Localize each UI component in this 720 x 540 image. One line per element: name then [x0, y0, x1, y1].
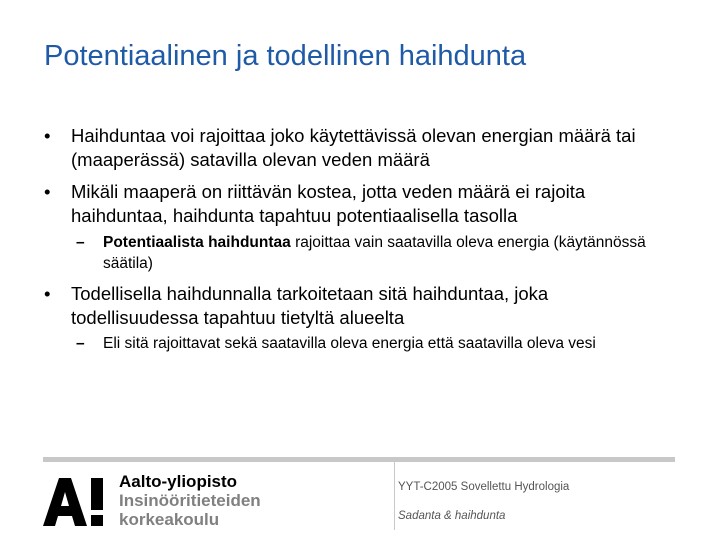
- aalto-logo-icon: [43, 478, 105, 526]
- bullet-text: Todellisella haihdunnalla tarkoitetaan sitä haihduntaa, joka todellisuudessa tapahtuu tietyltä alueelta: [71, 283, 549, 328]
- logo-wordmark: [119, 472, 261, 529]
- footer-tick: [394, 462, 395, 530]
- logo-line-school: Insinööritieteiden: [119, 491, 261, 510]
- bullet-item: [44, 124, 671, 172]
- sub-bullet-item: [76, 333, 663, 354]
- bullet-marker: •: [44, 283, 51, 304]
- dash-marker: –: [76, 234, 85, 251]
- bullet-marker: •: [44, 125, 51, 146]
- sub-bullet-text: rajoittaa vain saatavilla oleva energia (käytännössä säätila): [103, 234, 646, 272]
- slide-title: Potentiaalinen ja todellinen haihdunta: [44, 40, 527, 72]
- bullet-text: Mikäli maaperä on riittävän kostea, jotta veden määrä ei rajoita haihduntaa, haihdunta tapahtuu potentiaalisella tasolla: [71, 181, 586, 226]
- bullet-text: Haihduntaa voi rajoittaa joko käytettävissä olevan energian määrä tai (maaperässä) satavilla olevan veden määrä: [71, 125, 636, 170]
- bullet-item: [44, 180, 671, 228]
- bullet-item: [44, 282, 671, 330]
- sub-bullet-bold-text: Potentiaalista haihduntaa: [103, 234, 291, 251]
- dash-marker: –: [76, 335, 85, 352]
- sub-bullet-item: [76, 232, 663, 274]
- logo-line-school-2: korkeakoulu: [119, 510, 220, 529]
- sub-bullet-text: Eli sitä rajoittavat sekä saatavilla oleva energia että saatavilla oleva vesi: [103, 335, 596, 352]
- bullet-marker: •: [44, 181, 51, 202]
- footer-topic: Sadanta & haihdunta: [398, 510, 506, 522]
- logo-line-university: Aalto-yliopisto: [119, 472, 238, 491]
- footer-divider: [43, 457, 675, 462]
- footer-course: YYT-C2005 Sovellettu Hydrologia: [398, 481, 570, 493]
